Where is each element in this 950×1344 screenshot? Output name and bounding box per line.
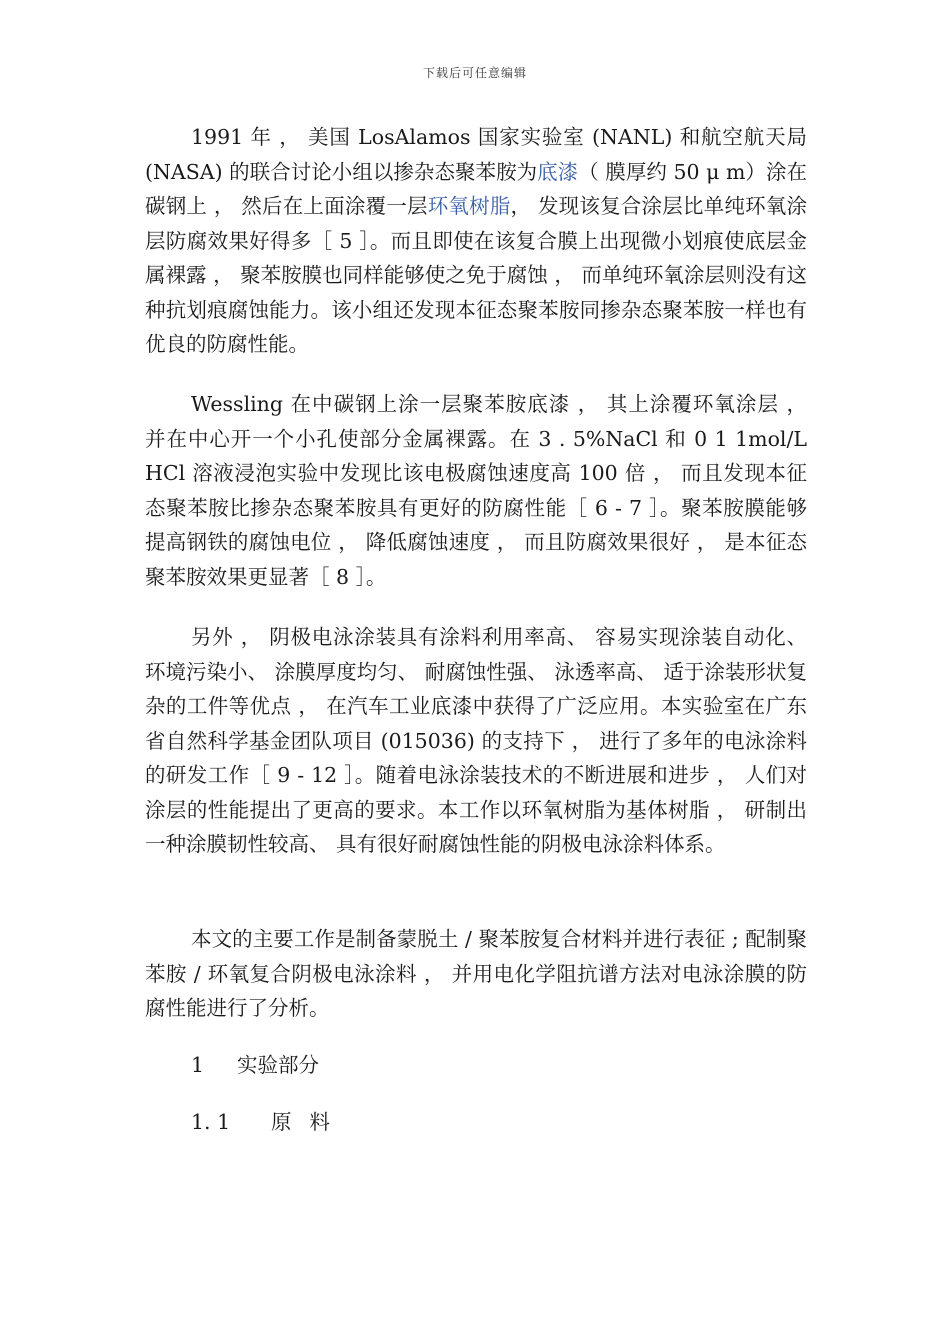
paragraph-2: Wessling 在中碳钢上涂一层聚苯胺底漆 ， 其上涂覆环氧涂层 ， 并在中心开一个小孔使部分金属裸露。在 3 . 5%NaCl 和 0 1 1mol/L HCl 溶液浸泡实验中发现比该电极腐蚀速度高 100 倍 ， 而且发现本征态聚苯胺比掺杂态聚苯胺具有更好的防腐性能［ 6 - 7 ］。聚苯胺膜能够提高钢铁的腐蚀电位 ， 降低腐蚀速度 ， 而且防腐效果很好 ， 是本征态聚苯胺效果更显著［ 8 ］。 bbox=[145, 392, 807, 589]
section-title: 实验部分 bbox=[237, 1053, 319, 1077]
paragraph-1 bbox=[145, 120, 807, 362]
paragraph-1-text-b: （ 膜厚约 50 μ m）涂在碳钢上 ， 然后在上面涂覆一层 bbox=[145, 159, 807, 218]
epoxy-resin-link[interactable]: 环氧树脂 bbox=[427, 194, 511, 218]
section-number: 1 bbox=[191, 1053, 205, 1077]
paragraph-4: 本文的主要工作是制备蒙脱土 / 聚苯胺复合材料并进行表征 ; 配制聚苯胺 / 环氧复合阴极电泳涂料 ， 并用电化学阻抗谱方法对电泳涂膜的防腐性能进行了分析。 bbox=[145, 927, 807, 1020]
page-header-note: 下载后可任意编辑 bbox=[422, 66, 527, 80]
subsection-number: 1. 1 bbox=[191, 1110, 231, 1134]
paragraph-1-text-a: 1991 年 ， 美国 LosAlamos 国家实验室 (NANL) 和航空航天局 (NASA) 的联合讨论小组以掺杂态聚苯胺为 bbox=[145, 125, 807, 184]
primer-link[interactable]: 底漆 bbox=[537, 159, 579, 184]
subsection-title: 原料 bbox=[271, 1110, 348, 1134]
subsection-heading-materials bbox=[191, 1105, 348, 1135]
paragraph-1-text-c: ， 发现该复合涂层比单纯环氧涂层防腐效果好得多［ 5 ］。而且即使在该复合膜上出现微小划痕使底层金属裸露 ， 聚苯胺膜也同样能够使之免于腐蚀 ， 而单纯环氧涂层则没有这种抗划痕腐蚀能力。该小组还发现本征态聚苯胺同掺杂态聚苯胺一样也有优良的防腐性能。 bbox=[145, 194, 807, 356]
paragraph-3: 另外 ， 阴极电泳涂装具有涂料利用率高、 容易实现涂装自动化、 环境污染小、 涂膜厚度均匀、 耐腐蚀性强、 泳透率高、 适于涂装形状复杂的工件等优点 ， 在汽车工业底漆中获得了广泛应用。本实验室在广东省自然科学基金团队项目 (015036) 的支持下 ， 进行了多年的电泳涂料的研发工作［ 9 - 12 ］。随着电泳涂装技术的不断进展和进步 ， 人们对涂层的性能提出了更高的要求。本工作以环氧树脂为基体树脂 ， 研制出一种涂膜韧性较高、 具有很好耐腐蚀性能的阴极电泳涂料体系。 bbox=[145, 625, 807, 856]
section-heading-experimental bbox=[191, 1048, 319, 1078]
